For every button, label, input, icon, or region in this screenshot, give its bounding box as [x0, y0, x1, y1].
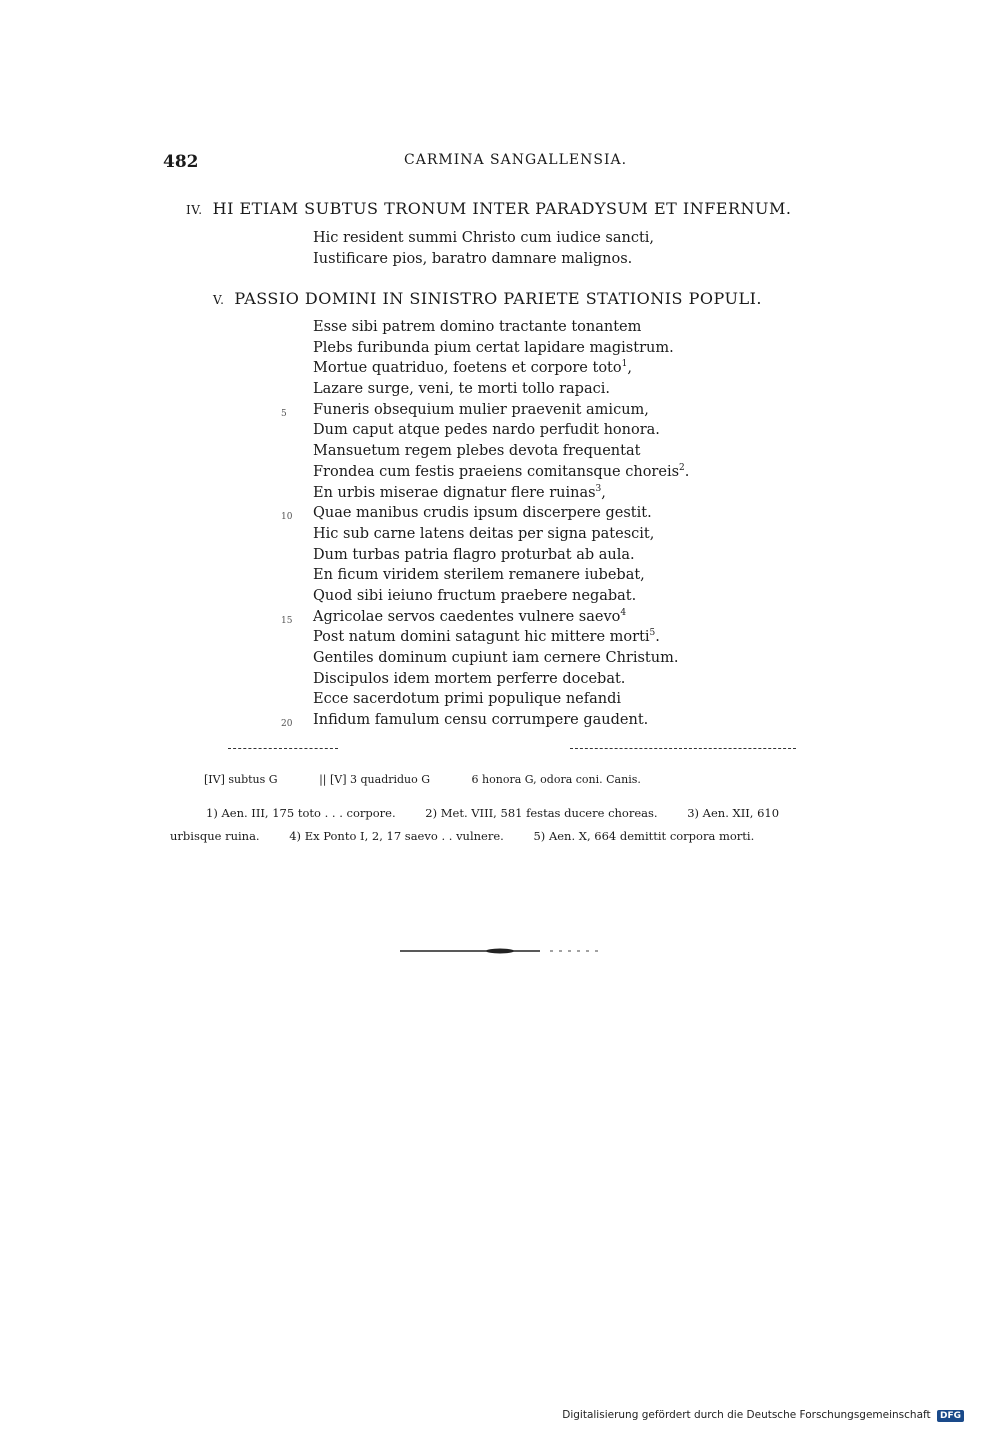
section-iv-heading: [186, 199, 791, 218]
apparatus-divider: [570, 748, 796, 749]
footnote: urbisque ruina.: [170, 829, 260, 843]
footnote-marker: 2: [679, 462, 685, 473]
apparatus-note: 6 honora G, odora coni. Canis.: [471, 773, 641, 786]
end-ornament: [400, 948, 602, 954]
verse-punctuation: ,: [627, 360, 632, 377]
verse-line: [313, 565, 689, 586]
section-v-heading: [213, 289, 762, 308]
verse-text: Quae manibus crudis ipsum discerpere gestit.: [313, 505, 652, 522]
verse-punctuation: ,: [601, 484, 606, 501]
verse-line: [313, 545, 689, 566]
verse-line: [313, 627, 689, 648]
dfg-logo: DFG: [937, 1410, 964, 1422]
verse-text: Hic sub carne latens deitas per signa patescit,: [313, 525, 655, 542]
footnote: 2) Met. VIII, 581 festas ducere choreas.: [425, 806, 658, 820]
verse-text: En ficum viridem sterilem remanere iubebat,: [313, 567, 645, 584]
verse-line: [281, 710, 689, 731]
verse-text: Post natum domini satagunt hic mittere morti: [313, 629, 650, 646]
verse-line: [313, 524, 689, 545]
running-title: CARMINA SANGALLENSIA.: [404, 152, 628, 168]
section-iv-numeral: IV.: [186, 203, 203, 217]
apparatus-divider: [228, 748, 338, 749]
section-iv-title: HI ETIAM SUBTUS TRONUM INTER PARADYSUM ET INFERNUM.: [212, 199, 792, 218]
footnote: 5) Aen. X, 664 demittit corpora morti.: [533, 829, 755, 843]
footnote: 4) Ex Ponto I, 2, 17 saevo . . vulnere.: [289, 829, 504, 843]
section-v-numeral: V.: [213, 293, 225, 307]
verse-text: Mortue quatriduo, foetens et corpore toto: [313, 360, 622, 377]
footnote-marker: 5: [649, 628, 656, 639]
critical-apparatus: [204, 773, 679, 786]
verse-text: Esse sibi patrem domino tractante tonantem: [313, 319, 642, 335]
verse-line: Iustificare pios, baratro damnare malignos.: [313, 250, 633, 267]
footnote-marker: 1: [621, 359, 628, 370]
footnote: 3) Aen. XII, 610: [687, 806, 780, 820]
verse-text: Gentiles dominum cupiunt iam cernere Christum.: [313, 650, 679, 666]
line-number: 15: [281, 615, 293, 626]
verse-text: Dum turbas patria flagro proturbat ab aula.: [313, 546, 635, 563]
apparatus-note: [IV] subtus G: [204, 773, 278, 786]
page-number: 482: [163, 152, 199, 172]
verse-line: [281, 503, 689, 524]
footnote-marker: 3: [595, 483, 602, 494]
line-number: 5: [281, 408, 287, 419]
verse-line: [313, 586, 689, 607]
verse-text: Dum caput atque pedes nardo perfudit honora.: [313, 422, 660, 439]
credit-text: Digitalisierung gefördert durch die Deutsche Forschungsgemeinschaft: [562, 1409, 931, 1421]
section-v-verses: [281, 317, 690, 731]
verse-punctuation: .: [655, 629, 660, 646]
verse-text: Agricolae servos caedentes vulnere saevo: [313, 608, 621, 625]
verse-line: [313, 648, 689, 669]
verse-line: [313, 420, 689, 441]
digitization-credit: [562, 1409, 964, 1422]
verse-line: [313, 483, 689, 504]
verse-line: [313, 317, 689, 338]
verse-text: Lazare surge, veni, te morti tollo rapaci.: [313, 381, 610, 398]
line-number: 10: [281, 512, 293, 523]
verse-text: Funeris obsequium mulier praevenit amicum,: [313, 401, 649, 418]
footnote: 1) Aen. III, 175 toto . . . corpore.: [206, 806, 396, 820]
verse-text: Ecce sacerdotum primi populique nefandi: [313, 691, 622, 708]
verse-line: [313, 338, 689, 359]
verse-text: Infidum famulum censu corrumpere gaudent.: [313, 712, 649, 729]
verse-line: [313, 379, 689, 400]
verse-text: Mansuetum regem plebes devota frequentat: [313, 443, 641, 460]
section-v-title: PASSIO DOMINI IN SINISTRO PARIETE STATIONIS POPULI.: [234, 289, 762, 308]
verse-line: Hic resident summi Christo cum iudice sancti,: [313, 230, 655, 246]
verse-line: [313, 669, 689, 690]
verse-line: [313, 462, 689, 483]
apparatus-note: || [V] 3 quadriduo G: [319, 773, 431, 786]
verse-text: En urbis miserae dignatur flere ruinas: [313, 484, 596, 501]
verse-line: [313, 358, 689, 379]
verse-line: [281, 400, 689, 421]
verse-text: Discipulos idem mortem perferre docebat.: [313, 670, 626, 687]
verse-punctuation: .: [684, 463, 690, 480]
verse-text: Frondea cum festis praeiens comitansque choreis: [313, 463, 680, 480]
footnotes-line-2: [170, 829, 780, 843]
footnotes-line-1: [206, 806, 805, 820]
line-number: 20: [281, 719, 293, 730]
footnote-marker: 4: [620, 607, 627, 618]
verse-text: Quod sibi ieiuno fructum praebere negabat.: [313, 587, 637, 604]
verse-line: [281, 607, 689, 628]
verse-text: Plebs furibunda pium certat lapidare magistrum.: [313, 339, 674, 356]
verse-line: [313, 689, 689, 710]
verse-line: [313, 441, 689, 462]
section-iv-verses: [313, 228, 654, 269]
